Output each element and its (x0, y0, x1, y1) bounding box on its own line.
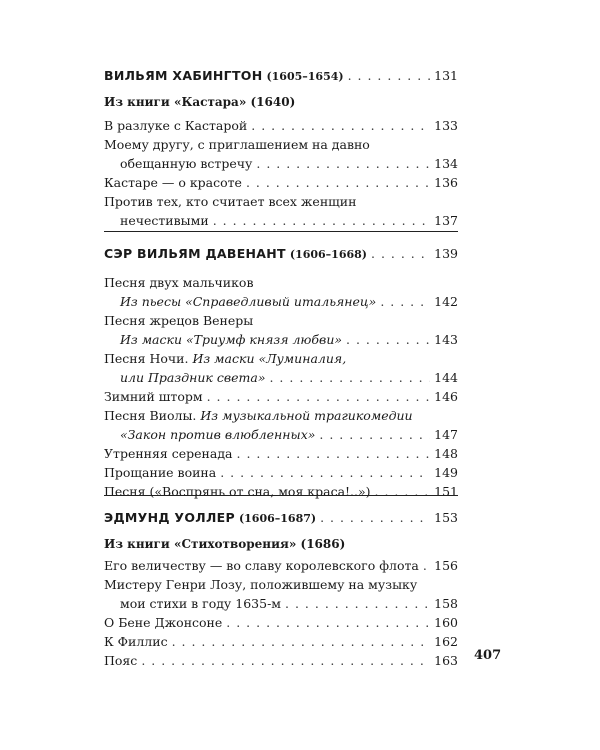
entry-title: Прощание воина (104, 465, 217, 480)
toc-entry[interactable] (104, 273, 458, 311)
toc-entry[interactable] (104, 116, 458, 135)
section-waller (104, 508, 458, 670)
page-ref: 136 (434, 175, 458, 190)
dot-leader (207, 387, 431, 406)
entry-title: Песня Виолы. (104, 408, 197, 423)
page-ref: 153 (434, 510, 458, 525)
dot-leader (226, 613, 430, 632)
author-heading[interactable] (104, 66, 458, 86)
page-ref: 148 (434, 446, 458, 461)
entry-subtitle: Из пьесы «Справедливый итальянец» (120, 294, 377, 309)
entry-title: Мистеру Генри Лозу, положившему на музыку (104, 577, 418, 592)
book-heading: Из книги «Стихотворения» (1686) (104, 537, 346, 551)
entry-title: Его величеству — во славу королевского флота (104, 558, 419, 573)
entry-title: Песня («Воспрянь от сна, моя краса!..») (104, 484, 371, 499)
toc-entry[interactable] (104, 192, 458, 230)
dot-leader (246, 173, 430, 192)
entry-title: К Филлис (104, 634, 168, 649)
toc-entry[interactable] (104, 135, 458, 173)
page-ref: 131 (434, 68, 458, 83)
entry-title: Пояс (104, 653, 138, 668)
dot-leader (220, 463, 430, 482)
entry-title-italic: Из музыкальной трагикомедии (200, 408, 413, 423)
entry-subtitle: Из маски «Триумф князя любви» (120, 332, 343, 347)
dot-leader (141, 651, 430, 670)
author-heading[interactable] (104, 244, 458, 264)
section-divider (104, 495, 458, 496)
dot-leader (380, 292, 430, 311)
toc-entry[interactable] (104, 173, 458, 192)
toc-entry[interactable] (104, 482, 458, 501)
section-davenant (104, 244, 458, 501)
entry-title: Кастаре — о красоте (104, 175, 242, 190)
author-dates: (1606–1687) (238, 512, 317, 525)
dot-leader (237, 444, 431, 463)
dot-leader (251, 116, 430, 135)
author-name: ВИЛЬЯМ ХАБИНГТОН (104, 68, 263, 83)
author-name: ЭДМУНД УОЛЛЕР (104, 510, 235, 525)
section-divider (104, 231, 458, 232)
author-name: СЭР ВИЛЬЯМ ДАВЕНАНТ (104, 246, 286, 261)
toc-entry[interactable] (104, 311, 458, 349)
entry-title-cont: мои стихи в году 1635-м (120, 596, 282, 611)
author-dates: (1606–1668) (289, 248, 367, 261)
page-ref: 137 (434, 213, 458, 228)
page-ref: 146 (434, 389, 458, 404)
page-ref: 142 (434, 294, 458, 309)
entry-title-cont: нечестивыми (120, 213, 209, 228)
dot-leader (285, 594, 430, 613)
toc-entry[interactable] (104, 632, 458, 651)
book-heading: Из книги «Кастара» (1640) (104, 95, 296, 109)
page-ref: 158 (434, 596, 458, 611)
dot-leader (172, 632, 431, 651)
entry-title: Песня двух мальчиков (104, 275, 254, 290)
entry-title: В разлуке с Кастарой (104, 118, 248, 133)
page-ref: 134 (434, 156, 458, 171)
dot-leader (256, 154, 430, 173)
entry-subtitle: или Праздник света» (120, 370, 266, 385)
page-ref: 160 (434, 615, 458, 630)
page-number: 407 (474, 648, 502, 663)
dot-leader (269, 368, 430, 387)
dot-leader (213, 211, 430, 230)
page-ref: 151 (434, 484, 458, 499)
toc-entry[interactable] (104, 575, 458, 613)
dot-leader (348, 66, 431, 85)
page-ref: 143 (434, 332, 458, 347)
page-ref: 147 (434, 427, 458, 442)
entry-subtitle: «Закон против влюбленных» (120, 427, 316, 442)
toc-entry[interactable] (104, 556, 458, 575)
dot-leader (375, 482, 431, 501)
page-ref: 149 (434, 465, 458, 480)
section-habington (104, 66, 458, 230)
toc-entry[interactable] (104, 651, 458, 670)
entry-title-cont: обещанную встречу (120, 156, 253, 171)
page-ref: 139 (434, 246, 458, 261)
entry-title: Песня жрецов Венеры (104, 313, 254, 328)
dot-leader (320, 508, 430, 527)
entry-title: Против тех, кто считает всех женщин (104, 194, 357, 209)
dot-leader (346, 330, 430, 349)
dot-leader (423, 556, 430, 575)
page-ref: 144 (434, 370, 458, 385)
entry-title: О Бене Джонсоне (104, 615, 223, 630)
page-ref: 162 (434, 634, 458, 649)
toc-entry[interactable] (104, 387, 458, 406)
entry-title: Песня Ночи. (104, 351, 189, 366)
author-dates: (1605–1654) (266, 70, 344, 83)
entry-title: Зимний шторм (104, 389, 203, 404)
page-ref: 156 (434, 558, 458, 573)
entry-title-italic: Из маски «Луминалия, (192, 351, 347, 366)
toc-entry[interactable] (104, 444, 458, 463)
toc-entry[interactable] (104, 349, 458, 387)
page-ref: 133 (434, 118, 458, 133)
dot-leader (319, 425, 430, 444)
entry-title: Утренняя серенада (104, 446, 233, 461)
entry-title: Моему другу, с приглашением на давно (104, 137, 370, 152)
author-heading[interactable] (104, 508, 458, 528)
toc-entry[interactable] (104, 613, 458, 632)
page-ref: 163 (434, 653, 458, 668)
toc-entry[interactable] (104, 406, 458, 444)
toc-entry[interactable] (104, 463, 458, 482)
dot-leader (371, 244, 430, 263)
